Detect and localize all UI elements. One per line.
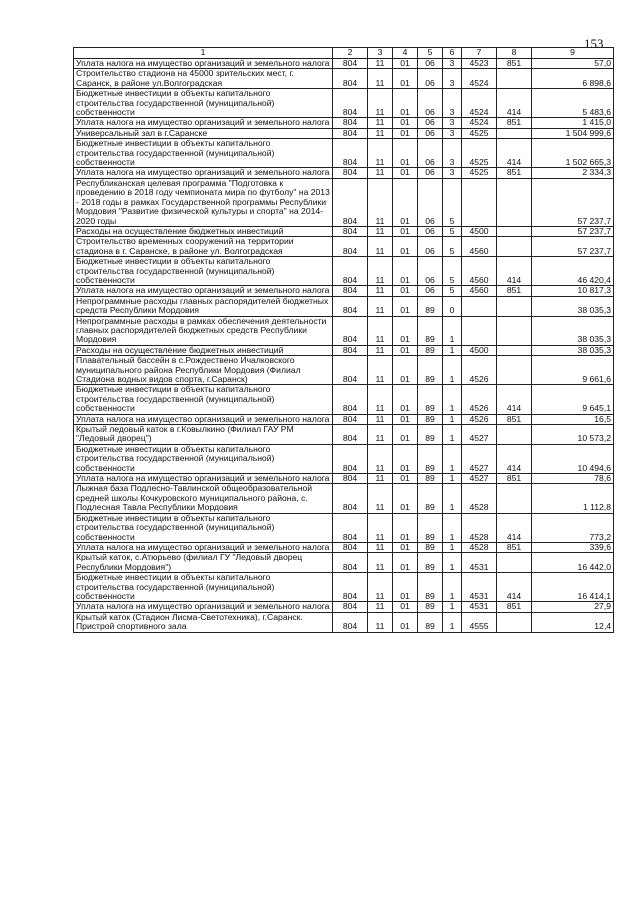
row-description: Уплата налога на имущество организаций и земельного налога	[74, 542, 333, 552]
code-cell: 4528	[462, 542, 497, 552]
code-cell: 89	[418, 612, 443, 632]
code-cell: 01	[393, 414, 418, 424]
row-description: Республиканская целевая программа "Подготовка к проведению в 2018 году чемпионата мира по футболу" на 2013 - 2018 годы в рамках Государственной программы Республики Мордовия "Развитие физической культуры и спорта" на 2014-2020 годы	[74, 178, 333, 226]
code-cell: 851	[497, 168, 532, 178]
row-description: Уплата налога на имущество организаций и земельного налога	[74, 286, 333, 296]
row-description: Уплата налога на имущество организаций и земельного налога	[74, 602, 333, 612]
table-row	[74, 612, 614, 632]
code-cell: 06	[418, 257, 443, 286]
code-cell: 4527	[462, 425, 497, 445]
row-description: Строительство временных сооружений на территории стадиона в г. Саранске, в районе ул. Волгоградская	[74, 237, 333, 257]
code-cell: 89	[418, 484, 443, 513]
code-cell: 01	[393, 128, 418, 138]
code-cell: 804	[333, 316, 368, 345]
code-cell: 4560	[462, 237, 497, 257]
code-cell: 01	[393, 69, 418, 89]
code-cell: 3	[443, 168, 462, 178]
code-cell: 804	[333, 345, 368, 355]
page-number: 153	[584, 36, 604, 51]
amount-cell: 2 334,3	[532, 168, 614, 178]
column-header: 5	[418, 48, 443, 59]
table-row	[74, 139, 614, 168]
code-cell: 804	[333, 573, 368, 602]
row-description: Универсальный зал в г.Саранске	[74, 128, 333, 138]
code-cell: 11	[368, 226, 393, 236]
code-cell: 5	[443, 286, 462, 296]
code-cell: 4528	[462, 513, 497, 542]
table-row	[74, 444, 614, 473]
code-cell: 11	[368, 286, 393, 296]
column-header: 3	[368, 48, 393, 59]
code-cell: 1	[443, 612, 462, 632]
table-row	[74, 59, 614, 69]
code-cell: 1	[443, 602, 462, 612]
table-row	[74, 69, 614, 89]
code-cell: 01	[393, 286, 418, 296]
code-cell: 4524	[462, 69, 497, 89]
code-cell: 89	[418, 513, 443, 542]
code-cell: 01	[393, 425, 418, 445]
table-row	[74, 474, 614, 484]
code-cell: 01	[393, 612, 418, 632]
code-cell: 1	[443, 425, 462, 445]
code-cell: 4500	[462, 345, 497, 355]
code-cell: 1	[443, 542, 462, 552]
amount-cell: 773,2	[532, 513, 614, 542]
code-cell: 0	[443, 296, 462, 316]
code-cell: 01	[393, 226, 418, 236]
code-cell: 804	[333, 425, 368, 445]
code-cell: 06	[418, 118, 443, 128]
code-cell	[462, 296, 497, 316]
code-cell: 06	[418, 89, 443, 118]
code-cell: 06	[418, 226, 443, 236]
code-cell: 06	[418, 168, 443, 178]
row-description: Бюджетные инвестиции в объекты капитального строительства государственной (муниципальной) собственности	[74, 139, 333, 168]
code-cell: 06	[418, 286, 443, 296]
code-cell: 01	[393, 59, 418, 69]
row-description: Крытый каток (Стадион Лисма-Светотехника), г.Саранск. Пристрой спортивного зала	[74, 612, 333, 632]
code-cell: 4526	[462, 414, 497, 424]
code-cell: 3	[443, 69, 462, 89]
table-row	[74, 542, 614, 552]
row-description: Уплата налога на имущество организаций и земельного налога	[74, 59, 333, 69]
code-cell: 1	[443, 553, 462, 573]
code-cell: 11	[368, 444, 393, 473]
code-cell: 4526	[462, 356, 497, 385]
code-cell: 01	[393, 345, 418, 355]
code-cell: 3	[443, 89, 462, 118]
code-cell: 804	[333, 69, 368, 89]
table-row	[74, 602, 614, 612]
amount-cell: 1 415,0	[532, 118, 614, 128]
amount-cell: 57 237,7	[532, 237, 614, 257]
code-cell: 11	[368, 118, 393, 128]
code-cell: 4555	[462, 612, 497, 632]
row-description: Крытый каток, с.Атюрьево (филиал ГУ "Ледовый дворец Республики Мордовия")	[74, 553, 333, 573]
code-cell: 5	[443, 226, 462, 236]
code-cell: 01	[393, 553, 418, 573]
code-cell: 804	[333, 178, 368, 226]
amount-cell: 10 817,3	[532, 286, 614, 296]
code-cell: 06	[418, 69, 443, 89]
code-cell: 11	[368, 345, 393, 355]
code-cell: 804	[333, 59, 368, 69]
code-cell: 851	[497, 286, 532, 296]
code-cell: 414	[497, 89, 532, 118]
code-cell: 414	[497, 573, 532, 602]
code-cell: 01	[393, 474, 418, 484]
code-cell: 3	[443, 128, 462, 138]
amount-cell: 38 035,3	[532, 345, 614, 355]
code-cell: 01	[393, 139, 418, 168]
row-description: Уплата налога на имущество организаций и земельного налога	[74, 118, 333, 128]
code-cell: 1	[443, 474, 462, 484]
code-cell: 804	[333, 612, 368, 632]
column-header: 2	[333, 48, 368, 59]
code-cell: 804	[333, 118, 368, 128]
amount-cell: 339,6	[532, 542, 614, 552]
amount-cell: 10 573,2	[532, 425, 614, 445]
code-cell: 4528	[462, 484, 497, 513]
code-cell	[497, 178, 532, 226]
code-cell: 11	[368, 89, 393, 118]
code-cell: 01	[393, 573, 418, 602]
code-cell: 89	[418, 444, 443, 473]
table-row	[74, 553, 614, 573]
code-cell: 414	[497, 257, 532, 286]
code-cell: 4527	[462, 444, 497, 473]
table-row	[74, 356, 614, 385]
row-description: Уплата налога на имущество организаций и земельного налога	[74, 168, 333, 178]
code-cell: 11	[368, 316, 393, 345]
code-cell	[462, 178, 497, 226]
table-row	[74, 316, 614, 345]
code-cell: 1	[443, 414, 462, 424]
code-cell: 4525	[462, 168, 497, 178]
column-header: 1	[74, 48, 333, 59]
code-cell	[497, 612, 532, 632]
row-description: Бюджетные инвестиции в объекты капитального строительства государственной (муниципальной) собственности	[74, 257, 333, 286]
row-description: Плавательный бассейн в с.Рождествено Ичалковского муниципального района Республики Мордовия (Филиал Стадиона водных видов спорта, г.Саранск)	[74, 356, 333, 385]
code-cell: 804	[333, 128, 368, 138]
code-cell: 11	[368, 414, 393, 424]
code-cell: 11	[368, 139, 393, 168]
code-cell: 414	[497, 139, 532, 168]
code-cell: 01	[393, 444, 418, 473]
code-cell: 5	[443, 178, 462, 226]
code-cell	[497, 237, 532, 257]
code-cell: 4523	[462, 59, 497, 69]
code-cell: 06	[418, 139, 443, 168]
row-description: Бюджетные инвестиции в объекты капитального строительства государственной (муниципальной) собственности	[74, 385, 333, 414]
code-cell: 11	[368, 296, 393, 316]
table-row	[74, 226, 614, 236]
table-row	[74, 286, 614, 296]
code-cell: 06	[418, 237, 443, 257]
code-cell: 06	[418, 59, 443, 69]
amount-cell: 57 237,7	[532, 226, 614, 236]
row-description: Бюджетные инвестиции в объекты капитального строительства государственной (муниципальной) собственности	[74, 444, 333, 473]
code-cell	[497, 425, 532, 445]
code-cell: 01	[393, 237, 418, 257]
code-cell	[497, 484, 532, 513]
code-cell: 11	[368, 257, 393, 286]
code-cell	[497, 128, 532, 138]
code-cell: 11	[368, 168, 393, 178]
code-cell: 851	[497, 542, 532, 552]
code-cell: 01	[393, 296, 418, 316]
table-row	[74, 168, 614, 178]
code-cell: 4531	[462, 553, 497, 573]
table-row	[74, 128, 614, 138]
code-cell: 4560	[462, 257, 497, 286]
row-description: Бюджетные инвестиции в объекты капитального строительства государственной (муниципальной) собственности	[74, 89, 333, 118]
code-cell: 11	[368, 356, 393, 385]
code-cell: 01	[393, 316, 418, 345]
code-cell: 89	[418, 553, 443, 573]
table-row	[74, 89, 614, 118]
code-cell: 804	[333, 89, 368, 118]
code-cell: 1	[443, 316, 462, 345]
code-cell: 804	[333, 602, 368, 612]
amount-cell: 57,0	[532, 59, 614, 69]
code-cell: 851	[497, 59, 532, 69]
code-cell: 414	[497, 513, 532, 542]
amount-cell: 1 502 665,3	[532, 139, 614, 168]
row-description: Лыжная база Подлесно-Тавлинской общеобразовательной средней школы Кочкуровского муниципального района, с. Подлесная Тавла Республики Мордовия	[74, 484, 333, 513]
table-row	[74, 513, 614, 542]
amount-cell: 38 035,3	[532, 296, 614, 316]
code-cell: 01	[393, 542, 418, 552]
code-cell: 01	[393, 484, 418, 513]
code-cell: 11	[368, 474, 393, 484]
code-cell: 851	[497, 602, 532, 612]
code-cell: 4560	[462, 286, 497, 296]
code-cell: 5	[443, 257, 462, 286]
table-row	[74, 296, 614, 316]
row-description: Расходы на осуществление бюджетных инвестиций	[74, 226, 333, 236]
code-cell: 11	[368, 59, 393, 69]
code-cell: 804	[333, 553, 368, 573]
code-cell: 4527	[462, 474, 497, 484]
code-cell: 804	[333, 226, 368, 236]
code-cell: 89	[418, 425, 443, 445]
amount-cell: 5 483,6	[532, 89, 614, 118]
code-cell: 89	[418, 602, 443, 612]
table-row	[74, 345, 614, 355]
code-cell: 01	[393, 89, 418, 118]
code-cell: 89	[418, 542, 443, 552]
table-row	[74, 178, 614, 226]
code-cell: 01	[393, 513, 418, 542]
code-cell: 804	[333, 513, 368, 542]
row-description: Бюджетные инвестиции в объекты капитального строительства государственной (муниципальной) собственности	[74, 573, 333, 602]
code-cell	[497, 356, 532, 385]
code-cell: 01	[393, 118, 418, 128]
code-cell: 851	[497, 474, 532, 484]
code-cell: 11	[368, 237, 393, 257]
code-cell: 01	[393, 168, 418, 178]
code-cell: 01	[393, 385, 418, 414]
code-cell: 89	[418, 385, 443, 414]
code-cell: 06	[418, 178, 443, 226]
table-row	[74, 237, 614, 257]
code-cell: 11	[368, 178, 393, 226]
code-cell: 11	[368, 513, 393, 542]
amount-cell: 78,6	[532, 474, 614, 484]
code-cell	[497, 553, 532, 573]
row-description: Непрограммные расходы в рамках обеспечения деятельности главных распорядителей бюджетных средств Республики Мордовия	[74, 316, 333, 345]
code-cell	[462, 316, 497, 345]
code-cell: 804	[333, 286, 368, 296]
code-cell: 1	[443, 385, 462, 414]
code-cell: 851	[497, 118, 532, 128]
amount-cell: 16 442,0	[532, 553, 614, 573]
code-cell	[497, 69, 532, 89]
amount-cell: 27,9	[532, 602, 614, 612]
code-cell	[497, 316, 532, 345]
budget-table	[73, 47, 614, 633]
amount-cell: 12,4	[532, 612, 614, 632]
code-cell: 5	[443, 237, 462, 257]
code-cell: 89	[418, 316, 443, 345]
code-cell: 1	[443, 444, 462, 473]
column-header: 8	[497, 48, 532, 59]
code-cell: 804	[333, 356, 368, 385]
code-cell: 804	[333, 296, 368, 316]
code-cell: 804	[333, 237, 368, 257]
code-cell: 11	[368, 385, 393, 414]
code-cell: 414	[497, 385, 532, 414]
table-row	[74, 573, 614, 602]
code-cell: 11	[368, 553, 393, 573]
code-cell: 4525	[462, 128, 497, 138]
code-cell: 1	[443, 345, 462, 355]
code-cell: 804	[333, 484, 368, 513]
column-header: 9	[532, 48, 614, 59]
code-cell: 1	[443, 513, 462, 542]
code-cell: 11	[368, 128, 393, 138]
row-description: Уплата налога на имущество организаций и земельного налога	[74, 474, 333, 484]
code-cell: 3	[443, 118, 462, 128]
code-cell: 89	[418, 356, 443, 385]
code-cell: 804	[333, 444, 368, 473]
code-cell: 851	[497, 414, 532, 424]
code-cell: 01	[393, 257, 418, 286]
column-header: 7	[462, 48, 497, 59]
code-cell: 01	[393, 178, 418, 226]
table-header-row	[74, 48, 614, 59]
row-description: Крытый ледовый каток в г.Ковылкино (Филиал ГАУ РМ "Ледовый дворец")	[74, 425, 333, 445]
table-row	[74, 257, 614, 286]
code-cell: 11	[368, 69, 393, 89]
code-cell: 11	[368, 573, 393, 602]
code-cell: 11	[368, 542, 393, 552]
amount-cell: 38 035,3	[532, 316, 614, 345]
row-description: Расходы на осуществление бюджетных инвестиций	[74, 345, 333, 355]
code-cell: 804	[333, 474, 368, 484]
code-cell: 4531	[462, 573, 497, 602]
code-cell	[497, 226, 532, 236]
code-cell: 804	[333, 385, 368, 414]
code-cell: 01	[393, 602, 418, 612]
code-cell: 4524	[462, 118, 497, 128]
amount-cell: 46 420,4	[532, 257, 614, 286]
row-description: Уплата налога на имущество организаций и земельного налога	[74, 414, 333, 424]
code-cell: 1	[443, 356, 462, 385]
amount-cell: 16,5	[532, 414, 614, 424]
amount-cell: 6 898,6	[532, 69, 614, 89]
code-cell: 804	[333, 139, 368, 168]
amount-cell: 1 112,8	[532, 484, 614, 513]
amount-cell: 57 237,7	[532, 178, 614, 226]
row-description: Строительство стадиона на 45000 зрительских мест, г. Саранск, в районе ул.Волгоградская	[74, 69, 333, 89]
amount-cell: 16 414,1	[532, 573, 614, 602]
code-cell: 804	[333, 414, 368, 424]
code-cell: 89	[418, 414, 443, 424]
row-description: Непрограммные расходы главных распорядителей бюджетных средств Республики Мордовия	[74, 296, 333, 316]
code-cell	[497, 345, 532, 355]
row-description: Бюджетные инвестиции в объекты капитального строительства государственной (муниципальной) собственности	[74, 513, 333, 542]
code-cell: 4524	[462, 89, 497, 118]
amount-cell: 10 494,6	[532, 444, 614, 473]
code-cell: 1	[443, 573, 462, 602]
code-cell: 804	[333, 257, 368, 286]
code-cell: 4500	[462, 226, 497, 236]
column-header: 6	[443, 48, 462, 59]
code-cell: 1	[443, 484, 462, 513]
table-row	[74, 385, 614, 414]
code-cell: 11	[368, 425, 393, 445]
code-cell: 11	[368, 612, 393, 632]
code-cell: 804	[333, 542, 368, 552]
code-cell	[497, 296, 532, 316]
table-body	[74, 59, 614, 633]
code-cell: 89	[418, 573, 443, 602]
code-cell: 4525	[462, 139, 497, 168]
table-row	[74, 484, 614, 513]
code-cell: 89	[418, 474, 443, 484]
amount-cell: 9 645,1	[532, 385, 614, 414]
code-cell: 11	[368, 602, 393, 612]
amount-cell: 1 504 999,6	[532, 128, 614, 138]
code-cell: 414	[497, 444, 532, 473]
column-header: 4	[393, 48, 418, 59]
code-cell: 4531	[462, 602, 497, 612]
code-cell: 4526	[462, 385, 497, 414]
amount-cell: 9 661,6	[532, 356, 614, 385]
code-cell: 89	[418, 345, 443, 355]
code-cell: 3	[443, 59, 462, 69]
code-cell: 804	[333, 168, 368, 178]
code-cell: 06	[418, 128, 443, 138]
table-row	[74, 118, 614, 128]
table-row	[74, 414, 614, 424]
table-row	[74, 425, 614, 445]
code-cell: 89	[418, 296, 443, 316]
code-cell: 3	[443, 139, 462, 168]
code-cell: 11	[368, 484, 393, 513]
code-cell: 01	[393, 356, 418, 385]
